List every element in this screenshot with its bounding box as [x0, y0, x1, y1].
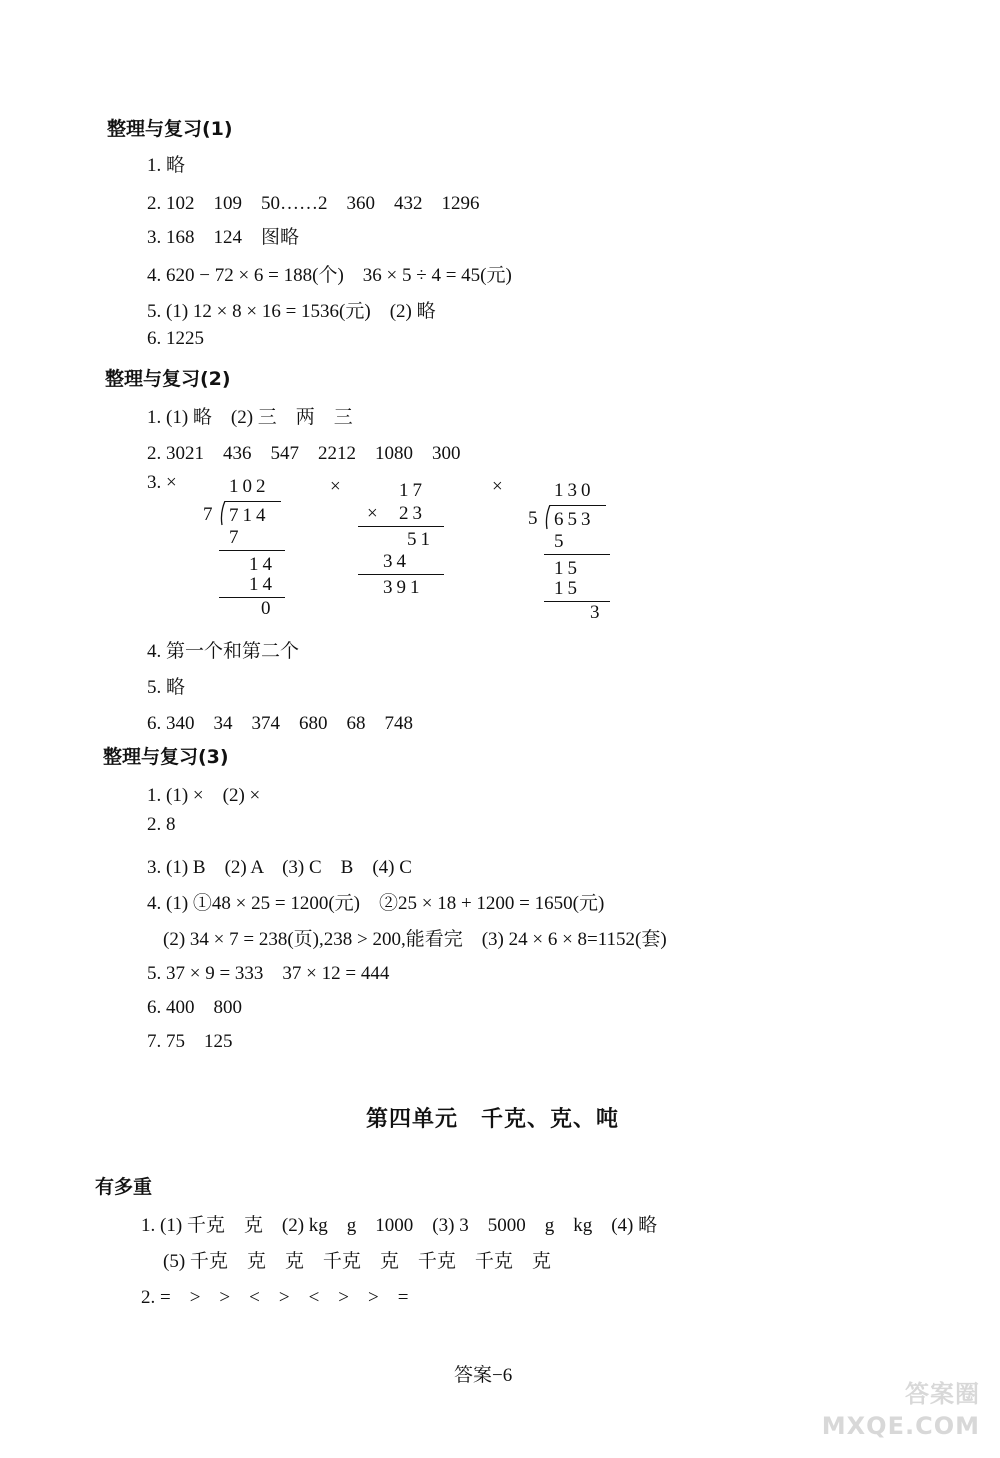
answer-line: 4. 620 − 72 × 6 = 188(个) 36 × 5 ÷ 4 = 45(元): [147, 265, 512, 286]
answer-line: 4. 第一个和第二个: [147, 641, 300, 662]
partial-product-2: 34: [383, 551, 410, 572]
answer-line: 5. (1) 12 × 8 × 16 = 1536(元) (2) 略: [147, 301, 436, 322]
long-division-1: [195, 476, 295, 626]
quotient: 102: [229, 476, 270, 497]
section-title-weight: 有多重: [95, 1176, 153, 1198]
answer-line: 2. 3021 436 547 2212 1080 300: [147, 443, 461, 464]
answer-line: 3. 168 124 图略: [147, 227, 300, 248]
divisor: 5: [528, 508, 542, 529]
unit-heading: 第四单元 千克、克、吨: [366, 1107, 620, 1132]
answer-line: (5) 千克 克 克 千克 克 千克 千克 克: [163, 1251, 551, 1272]
final-remainder: 3: [590, 602, 604, 623]
section-title-review-3: 整理与复习(3): [103, 746, 229, 768]
answer-line: 7. 75 125: [147, 1031, 233, 1052]
long-division-2: [524, 480, 624, 630]
multiply-sign: ×: [367, 503, 382, 524]
q3-label: 3. ×: [147, 472, 177, 493]
q3-mark-3: ×: [492, 476, 503, 497]
dividend: 714: [229, 505, 270, 526]
remainder-1: 15: [554, 558, 581, 579]
multiplier: 23: [399, 503, 426, 524]
product: 391: [383, 577, 424, 598]
answer-line: 5. 37 × 9 = 333 37 × 12 = 444: [147, 963, 390, 984]
answer-line: 3. (1) B (2) A (3) C B (4) C: [147, 857, 412, 878]
answer-line: 6. 1225: [147, 328, 204, 349]
section-title-review-2: 整理与复习(2): [105, 368, 231, 390]
answer-line: (2) 34 × 7 = 238(页),238 > 200,能看完 (3) 24 × 6 × 8=1152(套): [163, 929, 667, 950]
divisor: 7: [203, 504, 217, 525]
subtract-1: 7: [229, 527, 243, 548]
watermark-logo: 答案圈 MXQE.COM: [821, 1380, 980, 1440]
answer-line: 6. 340 34 374 680 68 748: [147, 713, 414, 734]
q3-mark-2: ×: [330, 476, 341, 497]
answer-line: 1. (1) × (2) ×: [147, 785, 261, 806]
remainder-1: 14: [249, 554, 276, 575]
answer-line: 1. (1) 略 (2) 三 两 三: [147, 407, 353, 428]
answer-line: 1. 略: [147, 155, 186, 176]
answer-line: 5. 略: [147, 677, 186, 698]
answer-line: 6. 400 800: [147, 997, 243, 1018]
page-number: 答案−6: [454, 1365, 513, 1386]
subtract-2: 15: [554, 578, 581, 599]
multiplicand: 17: [399, 480, 426, 501]
answer-line: 2. = > > < > < > > =: [141, 1287, 409, 1308]
answer-line: 4. (1) ①48 × 25 = 1200(元) ②25 × 18 + 1200 = 1650(元): [147, 893, 605, 914]
quotient: 130: [554, 480, 595, 501]
dividend: 653: [554, 509, 595, 530]
answer-line: 1. (1) 千克 克 (2) kg g 1000 (3) 3 5000 g kg (4) 略: [141, 1215, 658, 1236]
section-title-review-1: 整理与复习(1): [107, 118, 233, 140]
partial-product-1: 51: [407, 529, 434, 550]
final-remainder: 0: [261, 598, 275, 619]
answer-line: 2. 102 109 50……2 360 432 1296: [147, 193, 480, 214]
division-bracket: [219, 501, 229, 526]
subtract-1: 5: [554, 531, 568, 552]
answer-line: 2. 8: [147, 814, 176, 835]
subtract-2: 14: [249, 574, 276, 595]
multiplication-17x23: [355, 480, 455, 600]
division-bracket: [544, 505, 554, 530]
